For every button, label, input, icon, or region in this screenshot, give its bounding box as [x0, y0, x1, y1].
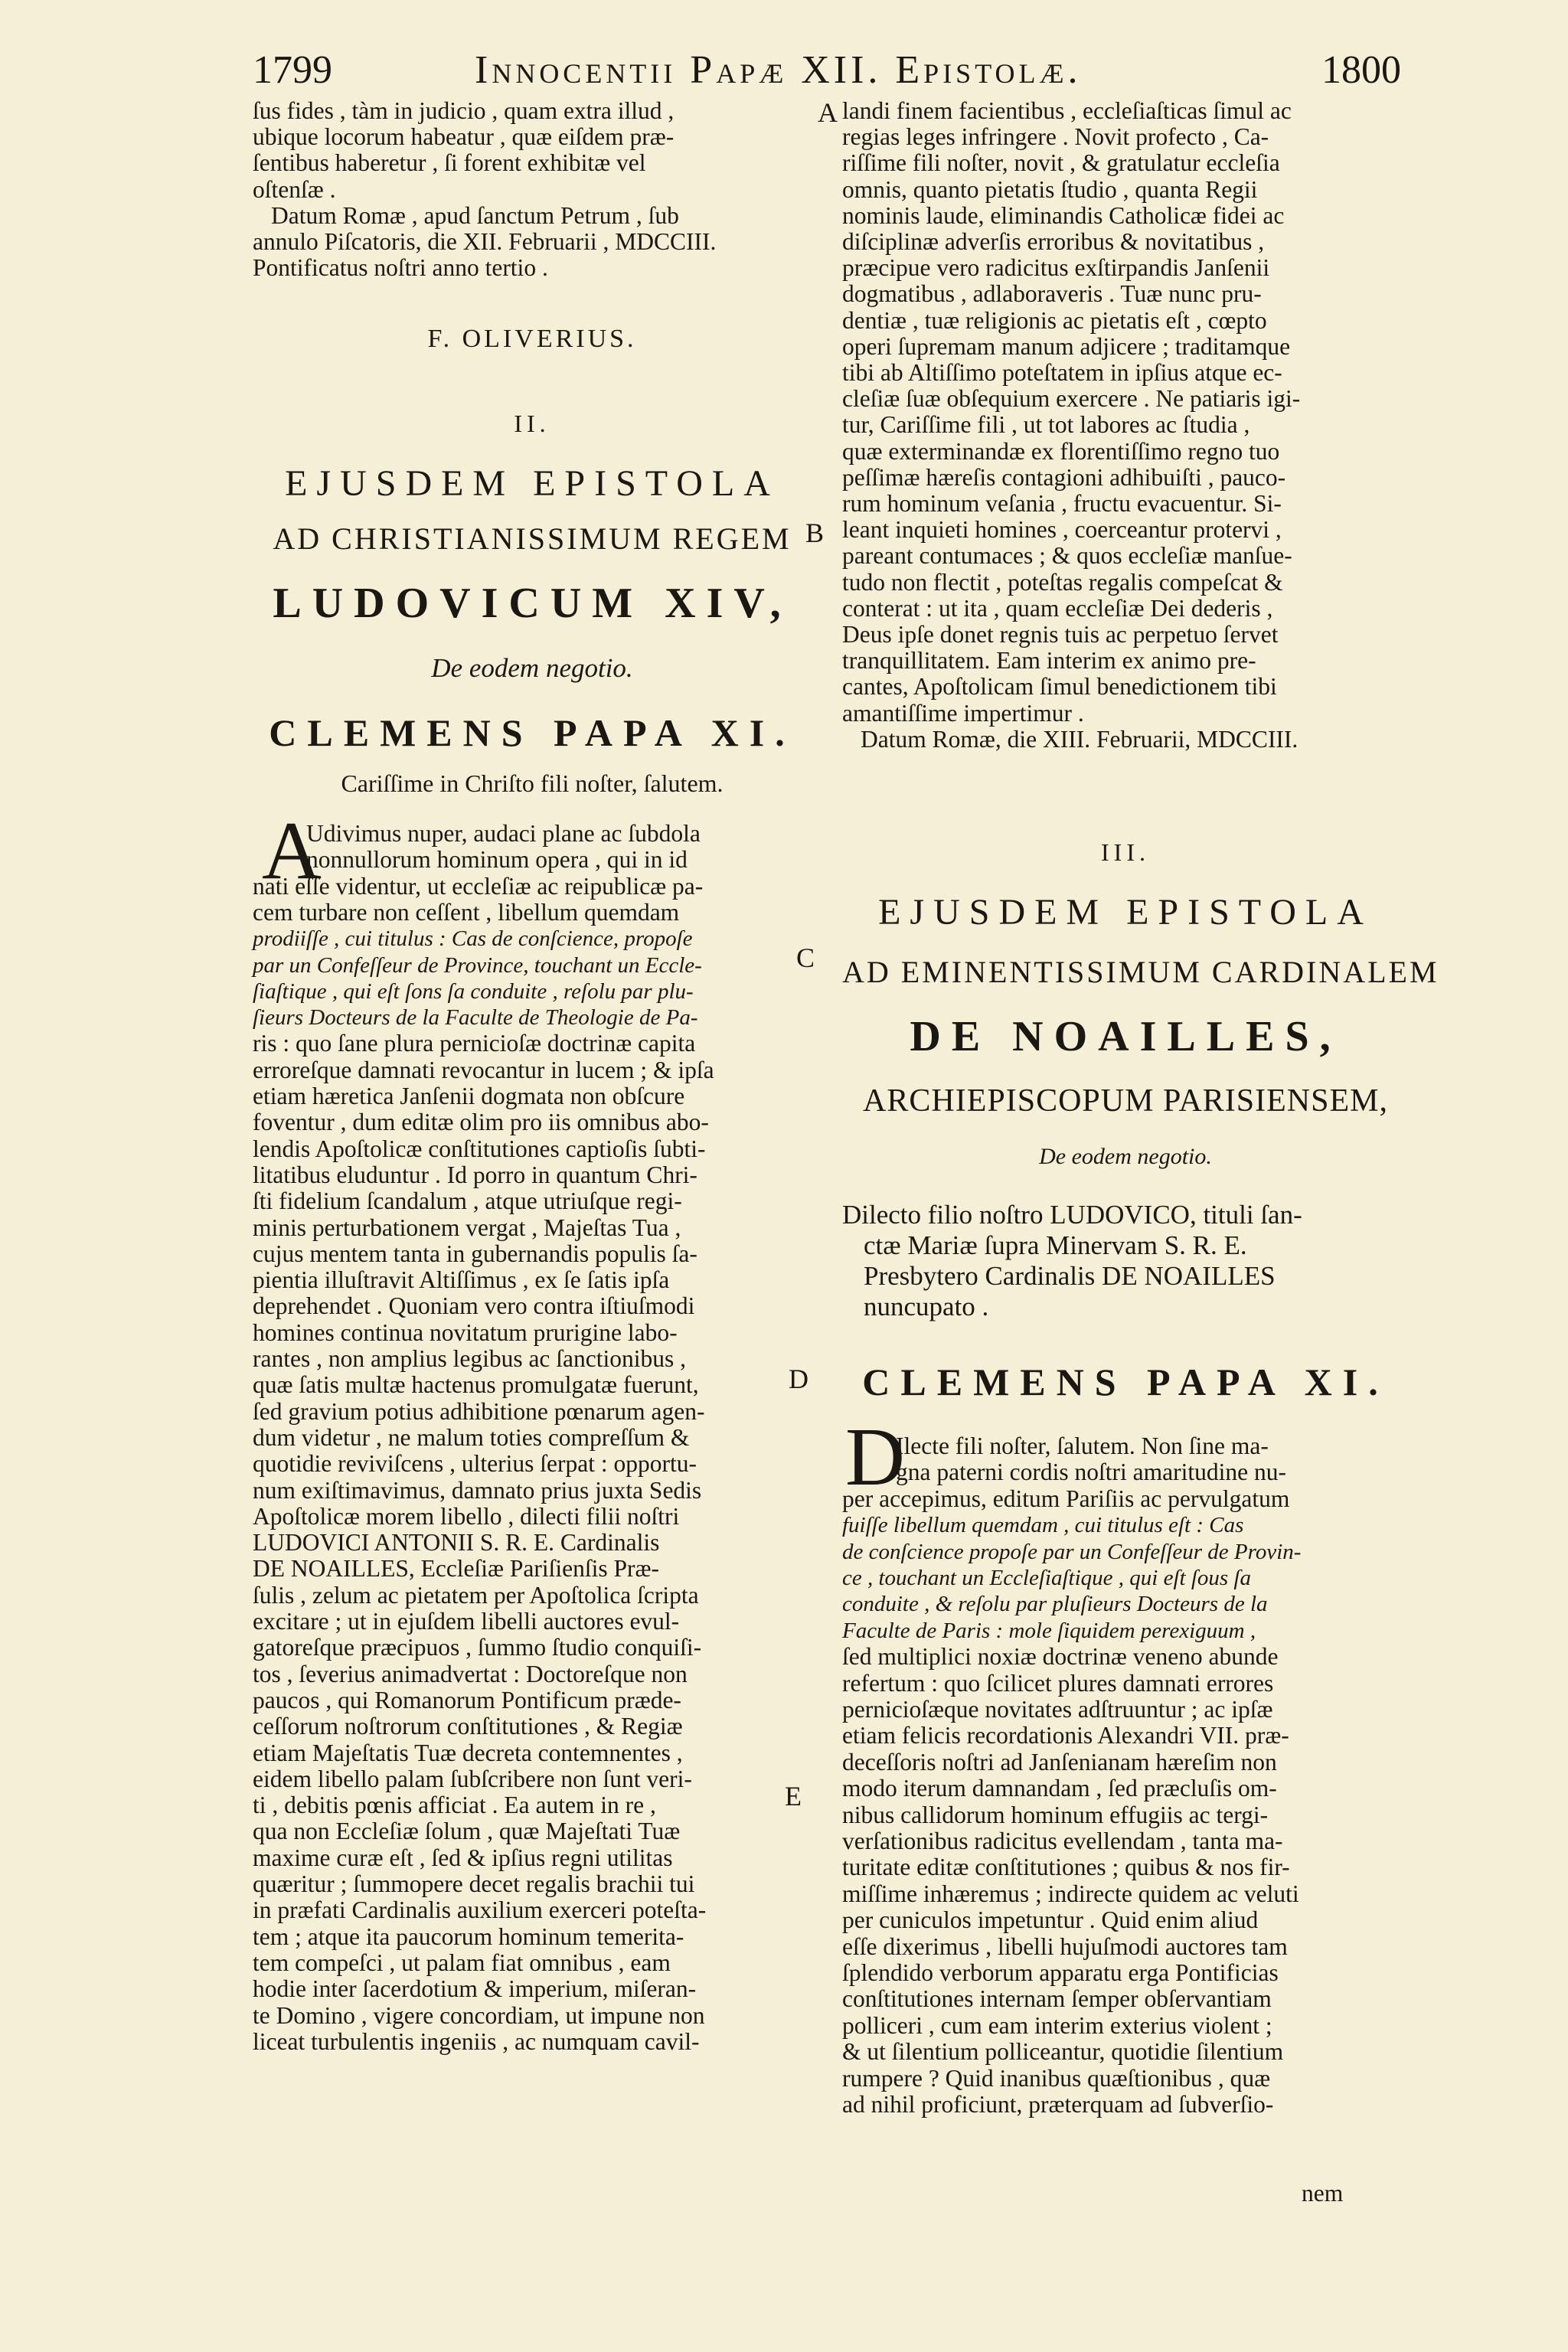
- text-line: leant inquieti homines , coerceantur protervi ,: [842, 516, 1282, 544]
- text-line: rantes , non amplius legibus ac ſanctionibus ,: [253, 1345, 687, 1372]
- text-line: ti , debitis pœnis afficiat . Ea autem in re ,: [253, 1792, 656, 1819]
- text-line: litatibus eluduntur . Id porro in quantum Chri-: [253, 1161, 697, 1188]
- text-line: nibus callidorum hominum effugiis ac tergi-: [842, 1801, 1269, 1828]
- text-line: maxime curæ eſt , ſed & ipſius regni utilitas: [253, 1844, 673, 1871]
- text-line: deprehendet . Quoniam vero contra iſtiuſmodi: [253, 1292, 695, 1320]
- text-line: dogmatibus , adlaboraveris . Tuæ nunc pru-: [842, 280, 1262, 308]
- text-line: gatoreſque præcipuos , ſummo ſtudio conquiſi-: [253, 1634, 702, 1661]
- text-line: quæ ſatis multæ hactenus promulgatæ fuerunt,: [253, 1371, 699, 1399]
- margin-letter-b: B: [805, 518, 825, 548]
- text-line: cem turbare non ceſſent , libellum quemdam: [253, 898, 680, 926]
- text-line: Deus ipſe donet regnis tuis ac perpetuo ſervet: [842, 621, 1279, 648]
- text-line: ris : quo ſane plura pernicioſæ doctrinæ capita: [253, 1030, 696, 1057]
- text-line: quotidie reviviſcens , ulterius ſerpat : opportu-: [253, 1450, 697, 1478]
- text-line: tem compeſci , ut palam fiat omnibus , eam: [253, 1949, 671, 1976]
- text-line: cleſiæ ſuæ obſequium exercere . Ne patiaris igi-: [842, 385, 1301, 413]
- text-line: rum hominum veſania , fructu evacuentur. Si-: [842, 490, 1282, 517]
- text-line: per accepimus, editum Pariſiis ac pervulgatum: [842, 1485, 1290, 1512]
- heading-de-eodem-negotio: De eodem negotio.: [431, 653, 633, 683]
- text-line: Udivimus nuper, audaci plane ac ſubdola: [306, 820, 701, 847]
- heading-ad-cardinalem: AD EMINENTISSIMUM CARDINALEM: [842, 955, 1439, 989]
- text-line: conſtitutiones internam ſemper obſervantiam: [842, 1985, 1272, 2013]
- text-line: par un Confeſſeur de Province, touchant un Eccle-: [253, 952, 702, 978]
- text-line: pareant contumaces ; & quos eccleſiæ manſue-: [842, 542, 1292, 570]
- text-line: lendis Apoſtolicæ conſtitutiones captioſis ſubti-: [253, 1135, 706, 1162]
- text-line: verſationibus radicitus evellendam , tanta ma-: [842, 1828, 1283, 1854]
- text-line: Datum Romæ , apud ſanctum Petrum , ſub: [271, 201, 679, 229]
- text-line: nominis laude, eliminandis Catholicæ fidei ac: [842, 201, 1285, 229]
- text-line: ceſſorum noſtrorum conſtitutiones , & Regiæ: [253, 1713, 683, 1740]
- text-line: cujus mentem tanta in gubernandis populis ſa-: [253, 1240, 697, 1267]
- section-number-ii: II.: [514, 410, 550, 437]
- running-header: [253, 47, 1401, 101]
- text-line: eſſe dixerimus , libelli hujuſmodi auctores tam: [842, 1932, 1288, 1960]
- heading-ejusdem-epistola-2: EJUSDEM EPISTOLA: [878, 892, 1373, 933]
- margin-letter-d: D: [789, 1364, 808, 1394]
- text-line: annulo Piſcatoris, die XII. Februarii , MDCCIII.: [253, 228, 717, 255]
- heading-ejusdem-epistola: EJUSDEM EPISTOLA: [285, 463, 779, 504]
- margin-letter-c: C: [796, 942, 815, 973]
- text-line: dum videtur , ne malum toties compreſſum &: [253, 1423, 690, 1451]
- drop-cap-a: A: [262, 805, 322, 897]
- heading-ad-regem: AD CHRISTIANISSIMUM REGEM: [273, 521, 792, 556]
- text-line: omnis, quanto pietatis ſtudio , quanta Regii: [842, 175, 1258, 203]
- text-line: DE NOAILLES, Eccleſiæ Pariſienſis Præ-: [253, 1555, 660, 1583]
- right-page-number: 1800: [1321, 48, 1401, 92]
- text-line: modo iterum damnandam , ſed præcluſis om-: [842, 1775, 1277, 1802]
- text-line: nati eſſe videntur, ut eccleſiæ ac reipublicæ pa-: [253, 872, 704, 900]
- text-line: per cuniculos impetuntur . Quid enim aliud: [842, 1906, 1259, 1934]
- text-line: erroreſque damnati revocantur in lucem ; & ipſa: [253, 1056, 714, 1083]
- text-line: ſed multiplici noxiæ doctrinæ veneno abunde: [842, 1643, 1279, 1671]
- text-line: in præfati Cardinalis auxilium exerceri poteſta-: [253, 1896, 707, 1924]
- text-line: qua non Eccleſiæ ſolum , quæ Majeſtati Tuæ: [253, 1818, 681, 1845]
- text-line: Datum Romæ, die XIII. Februarii, MDCCIII.: [861, 725, 1298, 753]
- text-line: etiam felicis recordationis Alexandri VII. præ-: [842, 1722, 1289, 1749]
- text-line: conduite , & reſolu par pluſieurs Docteurs de la: [842, 1592, 1268, 1617]
- text-line: prodiiſſe , cui titulus : Cas de conſcience, propoſe: [253, 926, 693, 952]
- heading-ludovicum: LUDOVICUM XIV,: [273, 580, 792, 627]
- text-line: Apoſtolicæ morem libello , dilecti filii noſtri: [253, 1502, 680, 1530]
- text-line: ctæ Mariæ ſupra Minervam S. R. E.: [864, 1230, 1247, 1260]
- text-line: homines continua novitatum prurigine labo-: [253, 1318, 678, 1346]
- text-line: ad nihil proficiunt, præterquam ad ſubverſio-: [842, 2091, 1274, 2118]
- text-line: foventur , dum editæ olim pro iis omnibus abo-: [253, 1109, 709, 1136]
- text-line: etiam hæretica Janſenii dogmata non obſcure: [253, 1083, 685, 1109]
- text-line: quæritur ; ſummopere decet regalis brachii tui: [253, 1870, 695, 1897]
- text-line: te Domino , vigere concordiam, ut impune non: [253, 2001, 705, 2029]
- heading-archiepiscopum: ARCHIEPISCOPUM PARISIENSEM,: [863, 1083, 1388, 1119]
- text-line: diſciplinæ adverſis erroribus & novitatibus ,: [842, 228, 1265, 255]
- text-line: etiam Majeſtatis Tuæ decreta contemnentes ,: [253, 1739, 683, 1766]
- text-line: eidem libello palam ſubſcribere non ſunt veri-: [253, 1765, 692, 1792]
- signature: F. OLIVERIUS.: [427, 325, 637, 353]
- text-line: ſentibus haberetur , ſi forent exhibitæ vel: [253, 149, 646, 177]
- text-line: tos , ſeverius animadvertat : Doctoreſque non: [253, 1660, 688, 1687]
- text-line: tibi ab Altiſſimo poteſtatem in ipſius atque ec-: [842, 359, 1282, 386]
- text-line: regias leges infringere . Novit profecto , Ca-: [842, 123, 1269, 151]
- text-line: LUDOVICI ANTONII S. R. E. Cardinalis: [253, 1529, 660, 1557]
- text-line: ſulis , zelum ac pietatem per Apoſtolica ſcripta: [253, 1581, 699, 1609]
- text-line: riſſime fili noſter, novit , & gratulatur eccleſia: [842, 149, 1280, 177]
- text-line: landi finem facientibus , eccleſiaſticas ſimul ac: [842, 97, 1292, 124]
- text-line: nuncupato .: [864, 1292, 989, 1321]
- text-line: Pontificatus noſtri anno tertio .: [253, 254, 548, 282]
- heading-de-noailles: DE NOAILLES,: [910, 1013, 1341, 1060]
- text-line: tudo non flectit , poteſtas regalis compeſcat &: [842, 568, 1283, 596]
- text-line: conterat : ut ita , quam eccleſiæ Dei dederis ,: [842, 594, 1273, 622]
- salutation: Cariſſime in Chriſto fili noſter, ſalutem.: [341, 769, 724, 797]
- text-line: ce , touchant un Eccleſiaſtique , qui eſt ſous ſa: [842, 1566, 1251, 1590]
- text-line: pientia illuſtravit Altiſſimus , ex ſe ſatis ipſa: [253, 1266, 670, 1294]
- text-line: hodie inter ſacerdotium & imperium, miſeran-: [253, 1975, 697, 2003]
- text-line: ſplendido verborum apparatu erga Pontificias: [842, 1959, 1279, 1986]
- text-line: de conſcience propoſe par un Confeſſeur de Provin-: [842, 1539, 1302, 1564]
- text-line: oſtenſæ .: [253, 175, 336, 203]
- text-line: operi ſupremam manum adjicere ; traditamque: [842, 332, 1291, 360]
- text-line: tur, Cariſſime fili , ut tot labores ac ſtudia ,: [842, 411, 1250, 439]
- margin-letter-e: E: [785, 1781, 802, 1811]
- text-line: Ilecte fili noſter, ſalutem. Non ſine ma-: [896, 1432, 1269, 1459]
- heading-clemens-papa-2: CLEMENS PAPA XI.: [862, 1361, 1389, 1403]
- text-line: Presbytero Cardinalis DE NOAILLES: [864, 1261, 1276, 1291]
- text-line: ubique locorum habeatur , quæ eiſdem præ-: [253, 123, 675, 151]
- text-line: pernicioſæque novitates adſtruuntur ; ac ipſæ: [842, 1696, 1273, 1723]
- text-line: liceat turbulentis ingeniis , ac numquam cavil-: [253, 2027, 700, 2055]
- text-line: ſiaſtique , qui eſt ſons ſa conduite , reſolu par plu-: [253, 978, 694, 1004]
- text-line: excitare ; ut in ejuſdem libelli auctores evul-: [253, 1608, 680, 1635]
- text-line: paucos , qui Romanorum Pontificum præde-: [253, 1686, 681, 1713]
- text-line: tem ; atque ita paucorum hominum temerita-: [253, 1922, 684, 1950]
- catchword: nem: [1302, 2180, 1344, 2207]
- text-line: amantiſſime impertimur .: [842, 699, 1084, 727]
- heading-de-eodem-negotio-2: De eodem negotio.: [1039, 1144, 1212, 1169]
- heading-clemens-papa: CLEMENS PAPA XI.: [269, 711, 795, 754]
- text-line: turitate editæ conſtitutiones ; quibus & nos fir-: [842, 1854, 1290, 1881]
- text-line: refertum : quo ſcilicet plures damnati errores: [842, 1669, 1274, 1697]
- drop-cap-d: D: [845, 1412, 905, 1503]
- margin-letter-a: A: [818, 97, 838, 128]
- text-line: ſti fidelium ſcandalum , atque utriuſque regi-: [253, 1187, 682, 1215]
- text-line: num exiſtimavimus, damnato prius juxta Sedis: [253, 1476, 702, 1504]
- text-line: quæ exterminandæ ex florentiſſimo regno tuo: [842, 437, 1280, 465]
- text-line: minis perturbationem vergat , Majeſtas Tua ,: [253, 1214, 681, 1241]
- section-number-iii: III.: [1101, 838, 1150, 866]
- running-title: Innocentii Papæ XII. Epistolæ.: [475, 48, 1082, 92]
- text-line: gna paterni cordis noſtri amaritudine nu-: [896, 1459, 1286, 1486]
- text-line: peſſimæ hæreſis contagioni adhibuiſti , pauco-: [842, 463, 1286, 491]
- text-line: cantes, Apoſtolicam ſimul benedictionem tibi: [842, 673, 1277, 701]
- text-line: nonnullorum hominum opera , qui in id: [306, 846, 688, 874]
- text-line: fuiſſe libellum quemdam , cui titulus eſt : Cas: [842, 1513, 1244, 1538]
- text-line: rumpere ? Quid inanibus quæſtionibus , quæ: [842, 2064, 1271, 2092]
- text-line: tranquillitatem. Eam interim ex animo pre-: [842, 647, 1256, 675]
- text-line: Faculte de Paris : mole ſiquidem perexiguum ,: [842, 1618, 1256, 1643]
- left-page-number: 1799: [253, 48, 332, 92]
- text-line: ſed gravium potius adhibitione pœnarum agen-: [253, 1397, 705, 1425]
- text-line: Dilecto filio noſtro LUDOVICO, tituli ſan-: [842, 1200, 1302, 1230]
- text-line: miſſime inhæremus ; indirecte quidem ac veluti: [842, 1880, 1299, 1907]
- text-line: deceſſoris noſtri ad Janſenianam hæreſim non: [842, 1748, 1277, 1775]
- text-line: & ut ſilentium polliceantur, quotidie ſilentium: [842, 2038, 1284, 2066]
- text-line: polliceri , cum eam interim exterius violent ;: [842, 2011, 1272, 2039]
- text-line: ſieurs Docteurs de la Faculte de Theologie de Pa-: [253, 1005, 698, 1031]
- text-line: præcipue vero radicitus exſtirpandis Janſenii: [842, 254, 1270, 282]
- text-line: dentiæ , tuæ religionis ac pietatis eſt , cœpto: [842, 306, 1267, 334]
- text-line: ſus fides , tàm in judicio , quam extra illud ,: [253, 97, 675, 124]
